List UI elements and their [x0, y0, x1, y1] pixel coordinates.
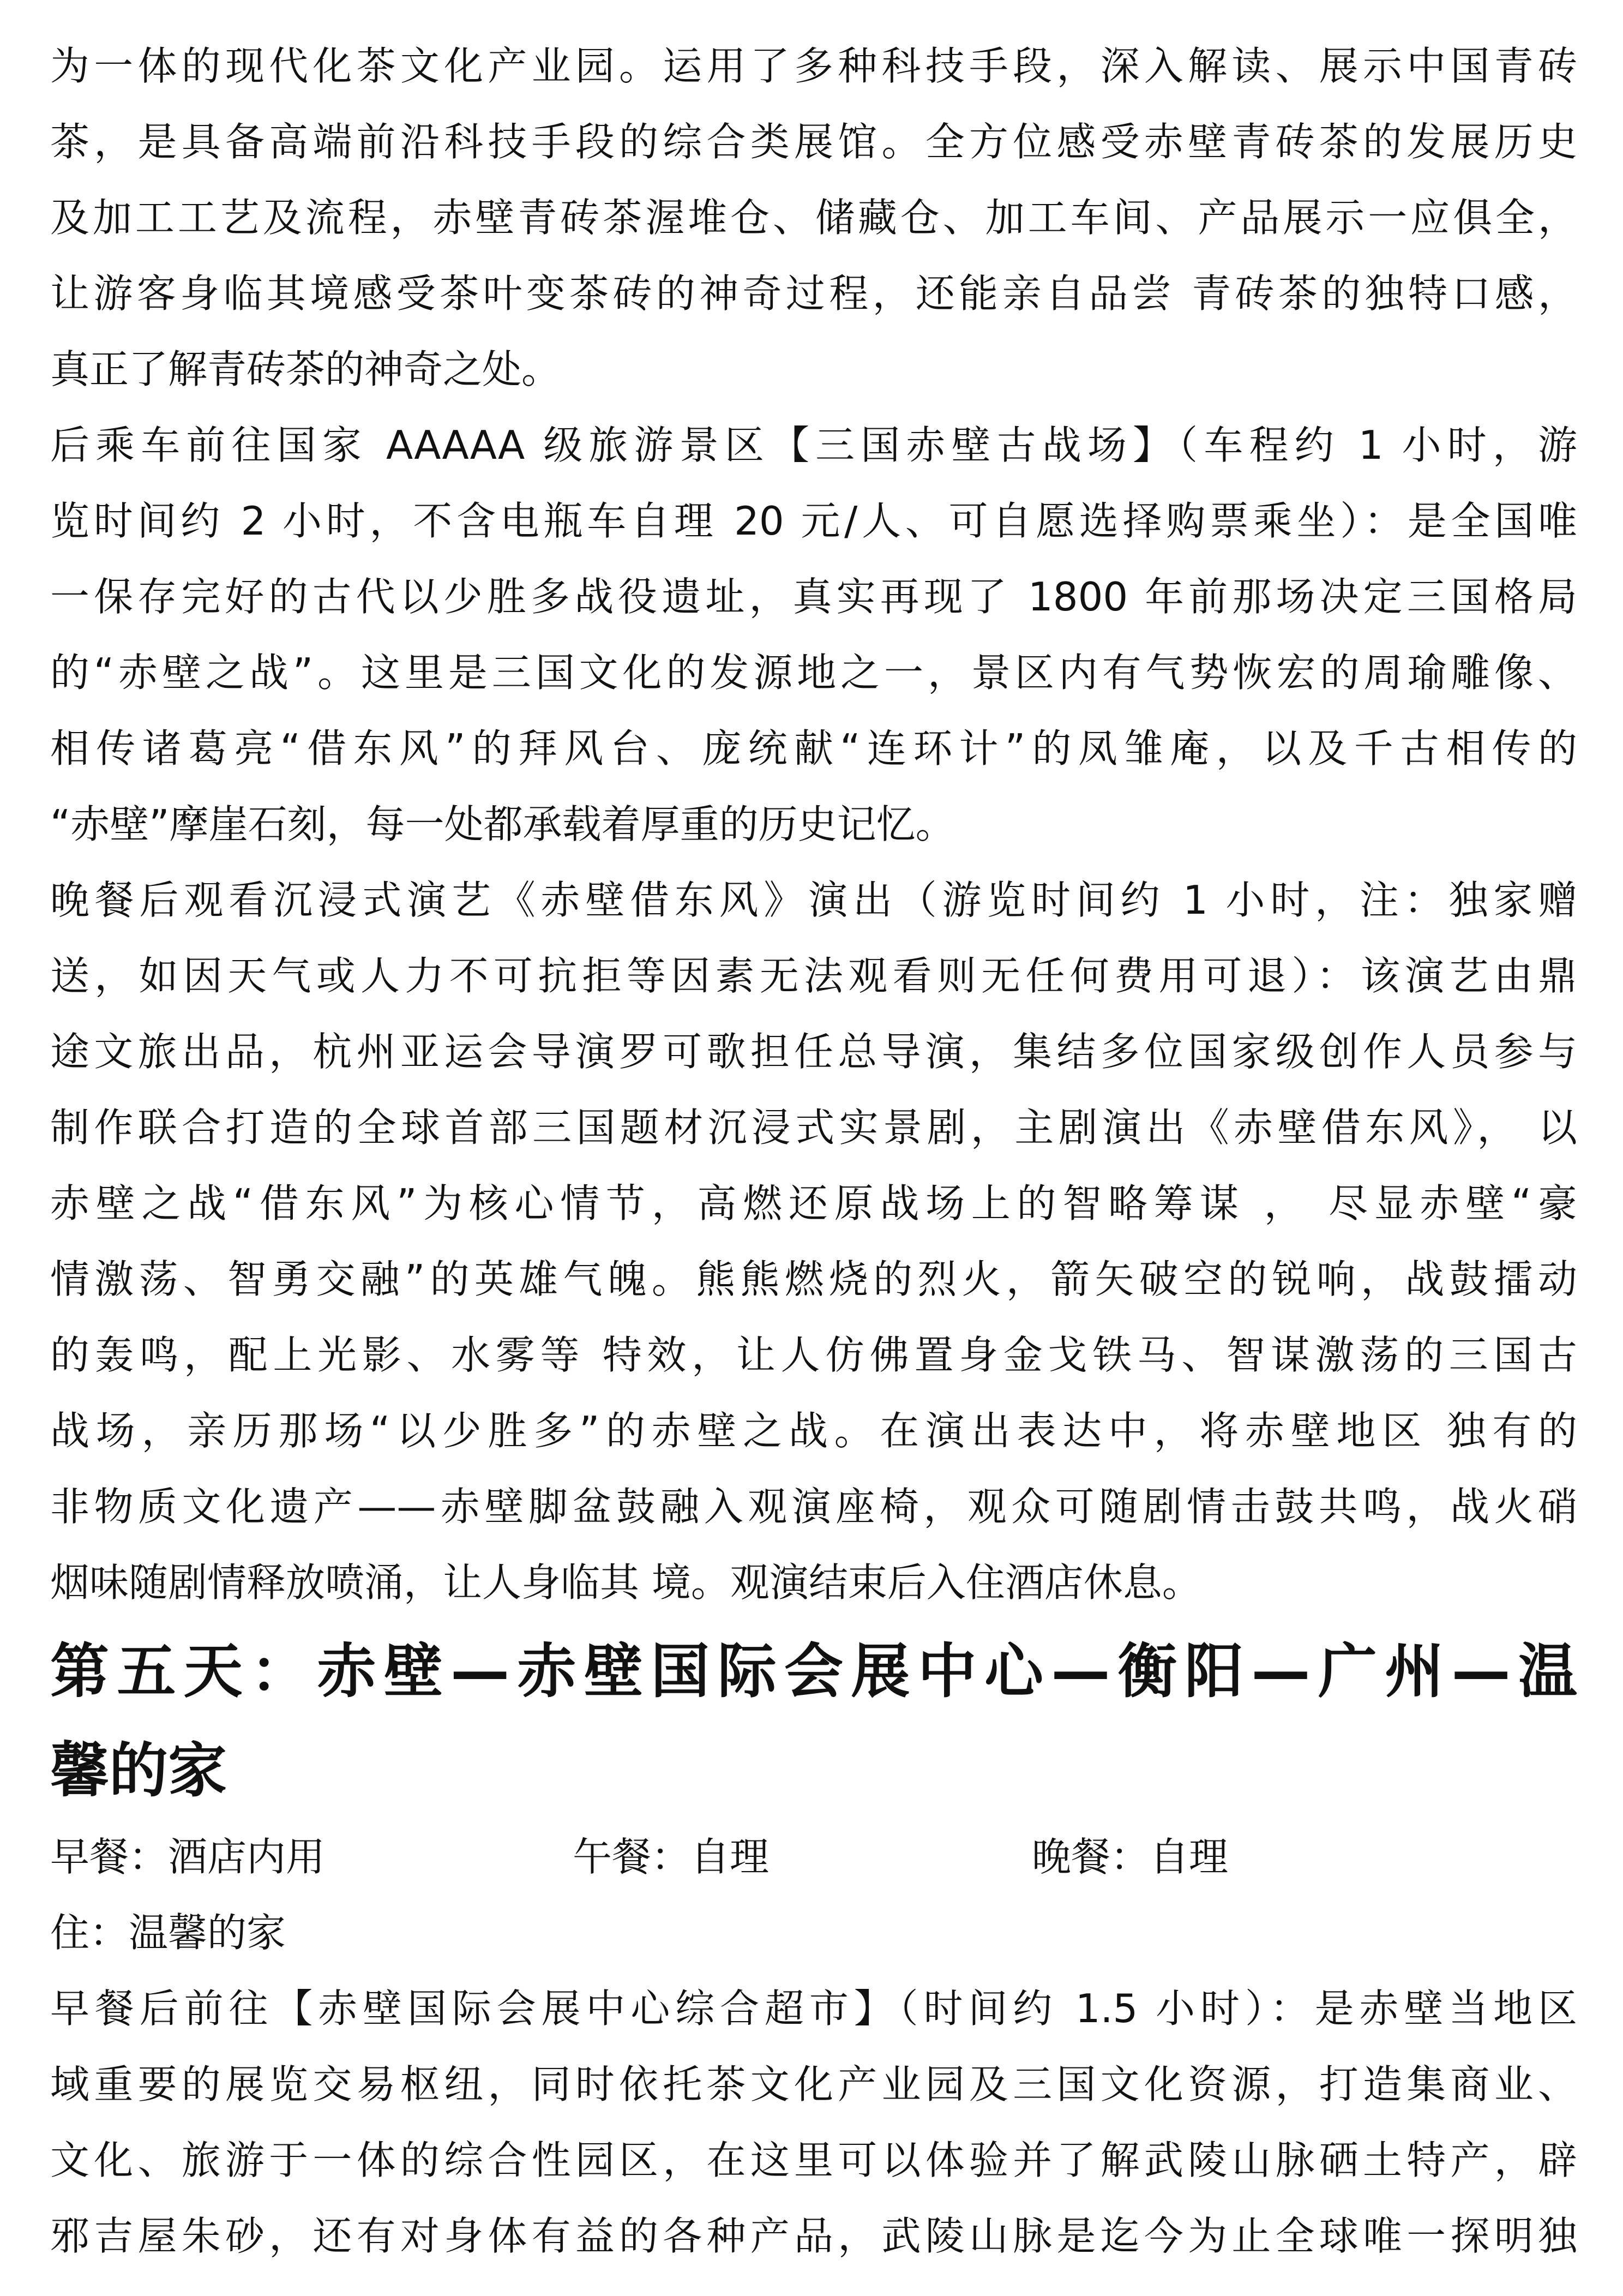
- text-line: 非物质文化遗产——赤壁脚盆鼓融入观演座椅，观众可随剧情击鼓共鸣，战火硝: [50, 1484, 1577, 1530]
- text-line: 送，如因天气或人力不可抗拒等因素无法观看则无任何费用可退）：该演艺由鼎: [50, 953, 1577, 999]
- text-line: 途文旅出品，杭州亚运会导演罗可歌担任总导演，集结多位国家级创作人员参与: [50, 1029, 1577, 1075]
- text-line: “赤壁”摩崖石刻，每一处都承载着厚重的历史记忆。: [50, 801, 955, 847]
- text-line: 让游客身临其境感受茶叶变茶砖的神奇过程，还能亲自品尝 青砖茶的独特口感，: [50, 271, 1577, 316]
- paragraph-exhibition-center: [50, 1971, 1577, 2274]
- day-five-heading: [50, 1624, 1577, 1819]
- text-line: 为一体的现代化茶文化产业园。运用了多种科技手段，深入解读、展示中国青砖: [50, 43, 1577, 89]
- text-line: 文化、旅游于一体的综合性园区，在这里可以体验并了解武陵山脉硒土特产，辟: [50, 2137, 1577, 2183]
- dinner-info: 晚餐：自理: [1032, 1834, 1229, 1880]
- text-line: 一保存完好的古代以少胜多战役遗址，真实再现了 1800 年前那场决定三国格局: [50, 574, 1577, 620]
- meal-info-row: [50, 1819, 1577, 1895]
- text-line: 烟味随剧情释放喷涌，让人身临其 境。观演结束后入住酒店休息。: [50, 1560, 1201, 1605]
- stay-info: 住：温馨的家: [50, 1910, 286, 1956]
- heading-line: 第五天：赤壁—赤壁国际会展中心—衡阳—广州—温: [50, 1638, 1577, 1706]
- lunch-info: 午餐：自理: [573, 1834, 770, 1880]
- paragraph-performance: [50, 862, 1577, 1621]
- text-line: 赤壁之战“借东风”为核心情节，高燃还原战场上的智略筹谋 ， 尽显赤壁“豪: [50, 1180, 1577, 1226]
- text-line: 情激荡、智勇交融”的英雄气魄。熊熊燃烧的烈火，箭矢破空的锐响，战鼓擂动: [50, 1256, 1577, 1302]
- text-line: 战场，亲历那场“以少胜多”的赤壁之战。在演出表达中，将赤壁地区 独有的: [50, 1408, 1577, 1454]
- text-line: 的轰鸣，配上光影、水雾等 特效，让人仿佛置身金戈铁马、智谋激荡的三国古: [50, 1332, 1577, 1378]
- text-line: 相传诸葛亮“借东风”的拜风台、庞统献“连环计”的凤雏庵，以及千古相传的: [50, 726, 1577, 771]
- text-line: 真正了解青砖茶的神奇之处。: [50, 346, 561, 392]
- text-line: 览时间约 2 小时，不含电瓶车自理 20 元/人、可自愿选择购票乘坐）：是全国唯: [50, 498, 1577, 544]
- text-line: 后乘车前往国家 AAAAA 级旅游景区【三国赤壁古战场】（车程约 1 小时，游: [50, 422, 1577, 468]
- text-line: 早餐后前往【赤壁国际会展中心综合超市】（时间约 1.5 小时）：是赤壁当地区: [50, 1986, 1577, 2031]
- text-line: 邪吉屋朱砂，还有对身体有益的各种产品，武陵山脉是迄今为止全球唯一探明独: [50, 2213, 1577, 2259]
- breakfast-info: 早餐：酒店内用: [50, 1834, 326, 1880]
- text-line: 制作联合打造的全球首部三国题材沉浸式实景剧，主剧演出《赤壁借东风》， 以: [50, 1105, 1577, 1150]
- text-line: 的“赤壁之战”。这里是三国文化的发源地之一，景区内有气势恢宏的周瑜雕像、: [50, 650, 1577, 696]
- paragraph-tea-park: [50, 28, 1577, 407]
- paragraph-red-cliff-battlefield: [50, 407, 1577, 862]
- document-page: [50, 28, 1577, 2274]
- text-line: 晚餐后观看沉浸式演艺《赤壁借东风》演出（游览时间约 1 小时，注：独家赠: [50, 877, 1577, 923]
- text-line: 茶，是具备高端前沿科技手段的综合类展馆。全方位感受赤壁青砖茶的发展历史: [50, 119, 1577, 165]
- heading-line: 馨的家: [50, 1737, 227, 1805]
- text-line: 及加工工艺及流程，赤壁青砖茶渥堆仓、储藏仓、加工车间、产品展示一应俱全，: [50, 195, 1577, 241]
- text-line: 域重要的展览交易枢纽，同时依托茶文化产业园及三国文化资源，打造集商业、: [50, 2061, 1577, 2107]
